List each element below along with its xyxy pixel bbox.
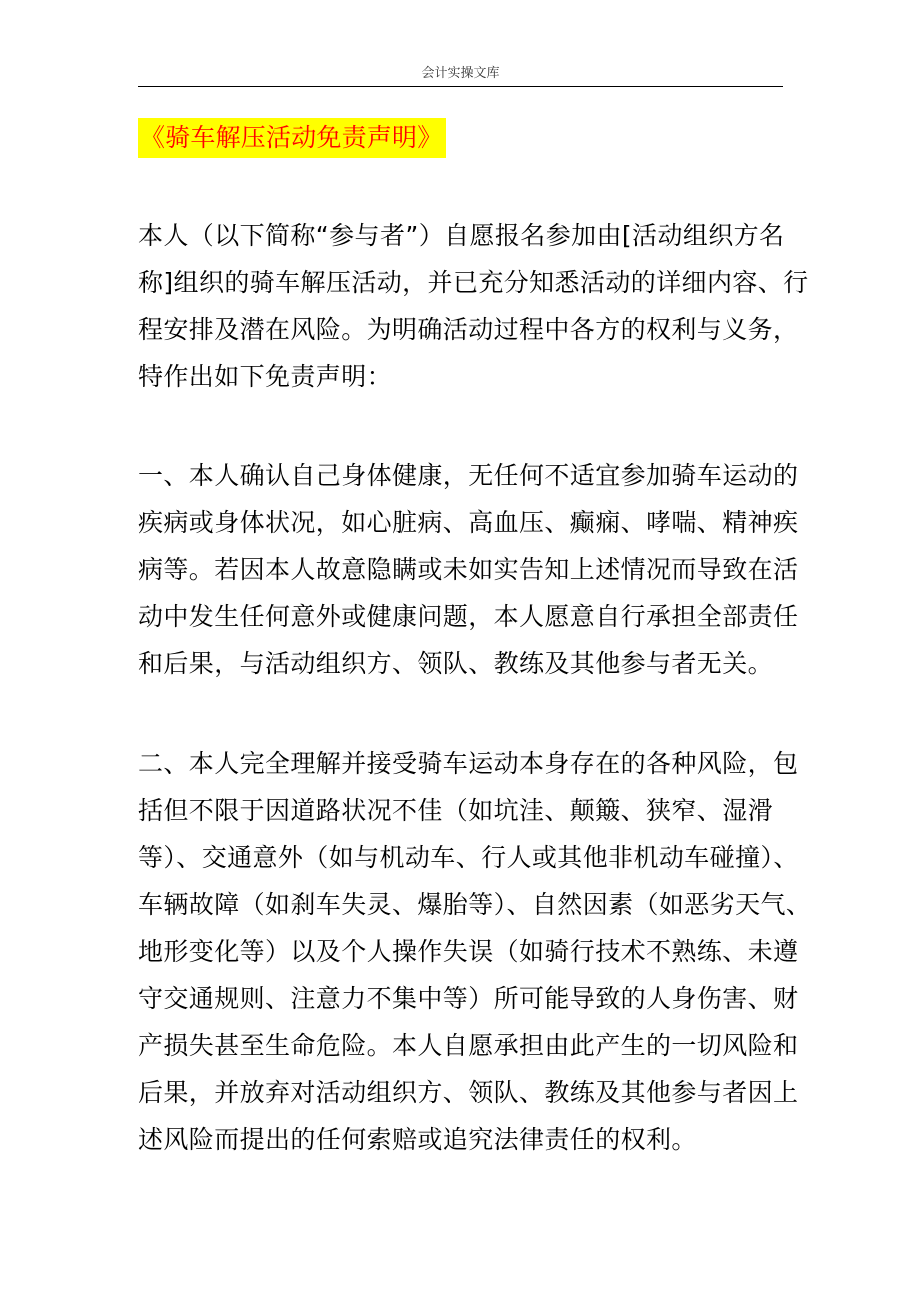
paragraph-line: 疾病或身体状况，如心脏病、高血压、癫痫、哮喘、精神疾 <box>138 508 799 537</box>
paragraph-line: 车辆故障（如刹车失灵、爆胎等）、自然因素（如恶劣天气、 <box>138 890 812 919</box>
paragraph-line: 等）、交通意外（如与机动车、行人或其他非机动车碰撞）、 <box>138 843 799 872</box>
paragraph-line: 动中发生任何意外或健康问题，本人愿意自行承担全部责任 <box>138 602 799 631</box>
paragraph-line: 本人（以下简称“参与者”）自愿报名参加由[活动组织方名 <box>138 221 785 250</box>
page-header <box>138 64 783 87</box>
paragraph-clause-two <box>138 740 812 1163</box>
paragraph-line: 后果，并放弃对活动组织方、领队、教练及其他参与者因上 <box>138 1078 799 1107</box>
paragraph-line: 产损失甚至生命危险。本人自愿承担由此产生的一切风险和 <box>138 1031 799 1060</box>
paragraph-line: 和后果，与活动组织方、领队、教练及其他参与者无关。 <box>138 649 774 678</box>
paragraph-line: 病等。若因本人故意隐瞒或未如实告知上述情况而导致在活 <box>138 555 799 584</box>
paragraph-intro <box>138 212 809 400</box>
paragraph-line: 括但不限于因道路状况不佳（如坑洼、颠簸、狭窄、湿滑 <box>138 796 774 825</box>
paragraph-line: 特作出如下免责声明： <box>138 362 393 391</box>
paragraph-line: 二、本人完全理解并接受骑车运动本身存在的各种风险，包 <box>138 749 799 778</box>
paragraph-line: 称]组织的骑车解压活动，并已充分知悉活动的详细内容、行 <box>138 268 809 297</box>
document-title-block <box>138 118 446 158</box>
paragraph-line: 地形变化等）以及个人操作失误（如骑行技术不熟练、未遵 <box>138 937 799 966</box>
paragraph-line: 述风险而提出的任何索赔或追究法律责任的权利。 <box>138 1125 697 1154</box>
header-text: 会计实操文库 <box>421 66 500 81</box>
document-title: 《骑车解压活动免责声明》 <box>138 118 446 158</box>
paragraph-line: 程安排及潜在风险。为明确活动过程中各方的权利与义务， <box>138 315 799 344</box>
paragraph-line: 一、本人确认自己身体健康，无任何不适宜参加骑车运动的 <box>138 461 799 490</box>
paragraph-line: 守交通规则、注意力不集中等）所可能导致的人身伤害、财 <box>138 984 799 1013</box>
paragraph-clause-one <box>138 452 799 687</box>
